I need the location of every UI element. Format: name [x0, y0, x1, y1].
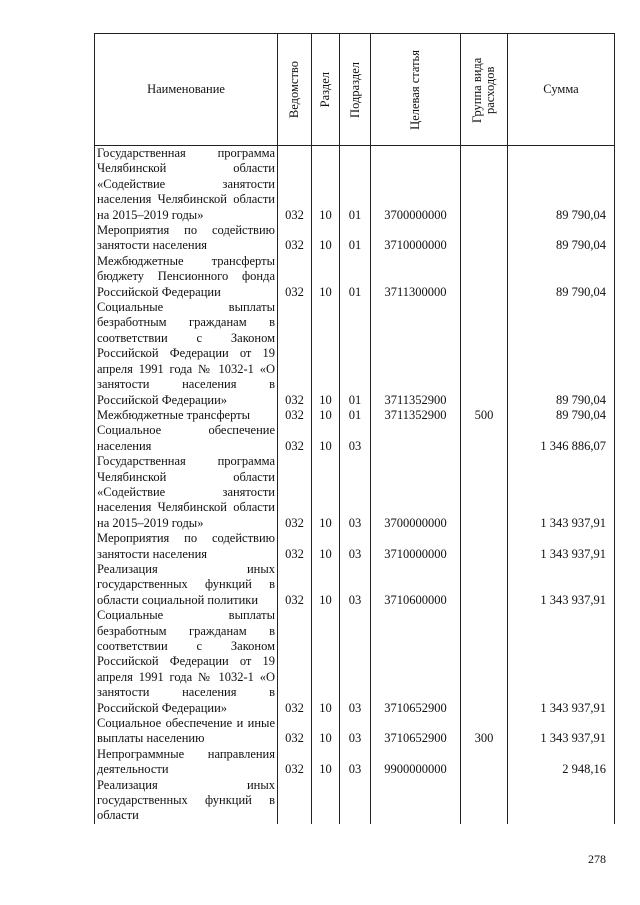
row-section: 10: [312, 300, 340, 408]
row-department: 032: [278, 716, 312, 747]
row-subsection: [340, 778, 371, 824]
header-subsection: Подраздел: [340, 34, 371, 146]
row-department: 032: [278, 300, 312, 408]
row-amount: 1 346 886,07: [508, 423, 615, 454]
row-subsection: 01: [340, 146, 371, 224]
row-subsection: 03: [340, 423, 371, 454]
table-row: [95, 254, 615, 300]
row-amount: 1 343 937,91: [508, 562, 615, 608]
row-section: 10: [312, 254, 340, 300]
row-amount: 89 790,04: [508, 408, 615, 423]
row-name: Социальное обеспечение населения: [95, 423, 278, 454]
table-header: [95, 34, 615, 146]
table-row: [95, 454, 615, 531]
row-target-article: 3711352900: [371, 300, 461, 408]
row-amount: 89 790,04: [508, 300, 615, 408]
row-name: Реализация иных государственных функций в области социальной политики: [95, 562, 278, 608]
row-amount: 89 790,04: [508, 223, 615, 254]
table-row: [95, 562, 615, 608]
row-name: Государственная программа Челябинской области «Содействие занятости населения Челябинской области на 2015–2019 годы»: [95, 454, 278, 531]
row-name: Социальное обеспечение и иные выплаты населению: [95, 716, 278, 747]
row-expense-group: [461, 146, 508, 224]
row-expense-group: [461, 747, 508, 778]
row-section: 10: [312, 716, 340, 747]
row-expense-group: [461, 531, 508, 562]
row-department: 032: [278, 562, 312, 608]
row-target-article: 3710000000: [371, 531, 461, 562]
header-expense-group: Группа вида расходов: [461, 34, 508, 146]
table-row: [95, 423, 615, 454]
row-amount: 1 343 937,91: [508, 454, 615, 531]
row-amount: 89 790,04: [508, 254, 615, 300]
row-subsection: 01: [340, 300, 371, 408]
row-target-article: 3710652900: [371, 608, 461, 716]
table-row: [95, 531, 615, 562]
row-expense-group: [461, 608, 508, 716]
row-section: 10: [312, 747, 340, 778]
row-subsection: 01: [340, 408, 371, 423]
row-section: 10: [312, 531, 340, 562]
row-expense-group: [461, 778, 508, 824]
row-subsection: 03: [340, 531, 371, 562]
row-department: 032: [278, 254, 312, 300]
row-name: Непрограммные направления деятельности: [95, 747, 278, 778]
table-row: [95, 300, 615, 408]
row-subsection: 01: [340, 254, 371, 300]
row-target-article: 3710600000: [371, 562, 461, 608]
header-section: Раздел: [312, 34, 340, 146]
row-subsection: 03: [340, 454, 371, 531]
row-name: Мероприятия по содействию занятости населения: [95, 531, 278, 562]
row-expense-group: [461, 254, 508, 300]
row-target-article: 3710652900: [371, 716, 461, 747]
row-name: Государственная программа Челябинской области «Содействие занятости населения Челябинской области на 2015–2019 годы»: [95, 146, 278, 224]
header-target-article: Целевая статья: [371, 34, 461, 146]
row-target-article: [371, 423, 461, 454]
table-row: [95, 608, 615, 716]
row-target-article: [371, 778, 461, 824]
row-target-article: 3711300000: [371, 254, 461, 300]
row-section: 10: [312, 423, 340, 454]
row-department: 032: [278, 146, 312, 224]
row-expense-group: [461, 300, 508, 408]
table-row: [95, 716, 615, 747]
table-row: [95, 146, 615, 224]
row-target-article: 3700000000: [371, 146, 461, 224]
row-expense-group: [461, 562, 508, 608]
table-body: [95, 146, 615, 824]
row-section: 10: [312, 608, 340, 716]
budget-table: [94, 33, 615, 824]
row-amount: 2 948,16: [508, 747, 615, 778]
row-department: 032: [278, 223, 312, 254]
row-name: Межбюджетные трансферты бюджету Пенсионного фонда Российской Федерации: [95, 254, 278, 300]
row-section: 10: [312, 146, 340, 224]
row-expense-group: [461, 423, 508, 454]
row-expense-group: 500: [461, 408, 508, 423]
row-amount: 1 343 937,91: [508, 608, 615, 716]
row-subsection: 03: [340, 747, 371, 778]
row-name: Мероприятия по содействию занятости населения: [95, 223, 278, 254]
row-section: [312, 778, 340, 824]
row-target-article: 3710000000: [371, 223, 461, 254]
header-department: Ведомство: [278, 34, 312, 146]
row-name: Реализация иных государственных функций в области: [95, 778, 278, 824]
row-target-article: 3700000000: [371, 454, 461, 531]
row-department: 032: [278, 454, 312, 531]
row-department: 032: [278, 747, 312, 778]
row-expense-group: [461, 223, 508, 254]
row-expense-group: [461, 454, 508, 531]
row-department: 032: [278, 423, 312, 454]
row-name: Социальные выплаты безработным гражданам в соответствии с Законом Российской Федерации от 19 апреля 1991 года № 1032-1 «О занятости населения в Российской Федерации»: [95, 300, 278, 408]
row-department: 032: [278, 531, 312, 562]
row-name: Межбюджетные трансферты: [95, 408, 278, 423]
row-section: 10: [312, 562, 340, 608]
row-section: 10: [312, 223, 340, 254]
row-subsection: 03: [340, 608, 371, 716]
row-subsection: 03: [340, 716, 371, 747]
row-amount: 1 343 937,91: [508, 531, 615, 562]
row-section: 10: [312, 408, 340, 423]
row-amount: [508, 778, 615, 824]
row-target-article: 9900000000: [371, 747, 461, 778]
row-subsection: 03: [340, 562, 371, 608]
row-expense-group: 300: [461, 716, 508, 747]
table-row: [95, 747, 615, 778]
row-subsection: 01: [340, 223, 371, 254]
header-amount: Сумма: [508, 34, 615, 146]
row-department: 032: [278, 408, 312, 423]
row-section: 10: [312, 454, 340, 531]
table-row: [95, 408, 615, 423]
row-department: 032: [278, 608, 312, 716]
page-number: 278: [588, 852, 606, 866]
row-department: [278, 778, 312, 824]
table-row: [95, 223, 615, 254]
row-amount: 1 343 937,91: [508, 716, 615, 747]
table-row: [95, 778, 615, 824]
row-target-article: 3711352900: [371, 408, 461, 423]
row-amount: 89 790,04: [508, 146, 615, 224]
row-name: Социальные выплаты безработным гражданам в соответствии с Законом Российской Федерации от 19 апреля 1991 года № 1032-1 «О занятости населения в Российской Федерации»: [95, 608, 278, 716]
header-name: Наименование: [95, 34, 278, 146]
